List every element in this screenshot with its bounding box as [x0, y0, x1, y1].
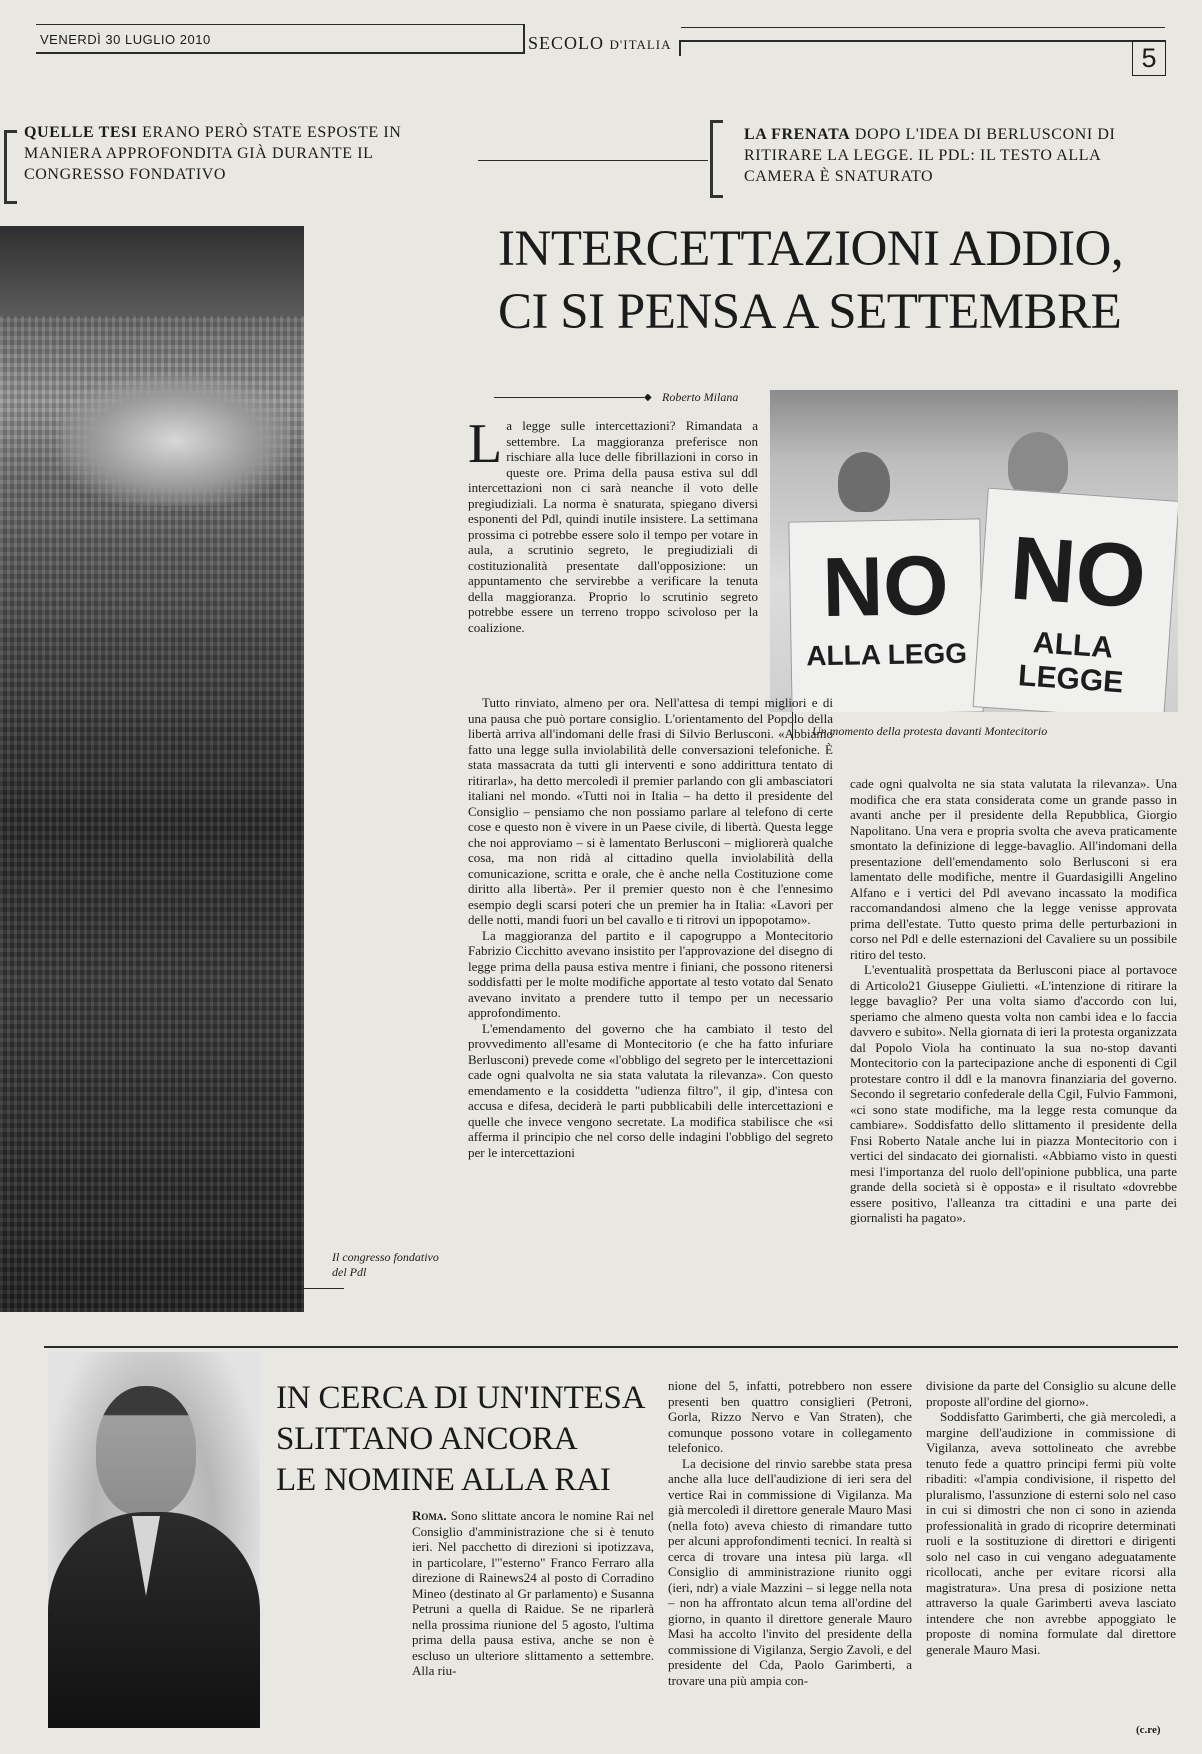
- rai-article-col2-para2: La decisione del rinvio sarebbe stata presa anche alla luce dell'audizione di ieri sera del vertice Rai in commissione di Vigilanza. Ma già mercoledì il direttore generale Mauro Masi (nella foto) aveva chiesto di rimandare tutto per alcuni approfondimenti tecnici. In realtà si cerca di trovare una intesa più larga. «Il Consiglio di amministrazione riunito oggi (ieri, ndr) a viale Mazzini – si legge nella nota – non ha affrontato alcun tema all'ordine del giorno, in quanto il direttore generale Mauro Masi ha accolto l'invito del presidente della commissione di Vigilanza, Sergio Zavoli, e del presidente del Cda, Paolo Garimberti, a trovare una più ampia con-: [668, 1455, 912, 1688]
- dropcap: L: [468, 413, 503, 475]
- main-headline-line1: INTERCETTAZIONI ADDIO,: [498, 221, 1124, 277]
- main-article-col2-para1: cade ogni qualvolta ne sia stata valutata la rilevanza». Una modifica che era stata considerata come un grande passo in avanti anche per il presidente della Repubblica, Giorgio Napolitano. Una vera e propria svolta che aveva praticamente smontato la definizione di legge-bavaglio. All'indomani della presentazione dell'emendamento solo Berlusconi si era lamentato delle modifiche, mentre il Guardasigilli Angelino Alfano e i vertici del Pdl avevano incassato la modifica raccomandandosi almeno che la legge venisse approvata prima dell'estate. Tutto questo prima delle perturbazioni in corso nel Pdl e delle esternazioni del Cavaliere su un possibile ritiro del testo.: [850, 776, 1177, 962]
- masthead-rule-bottom-left: [36, 52, 523, 54]
- teaser-right-text: DOPO L'IDEA DI BERLUSCONI DI RITIRARE LA LEGGE. IL PDL: IL TESTO ALLA CAMERA È SNATURATO: [744, 126, 1116, 185]
- rai-signature: (c.re): [1136, 1724, 1161, 1736]
- rai-headline-line2: SLITTANO ANCORA: [276, 1421, 578, 1457]
- newspaper-name-small: D'ITALIA: [609, 37, 672, 52]
- congress-caption-rule: [300, 1288, 344, 1289]
- main-article-para2: Tutto rinviato, almeno per ora. Nell'attesa di tempi migliori e di una pausa che può portare consiglio. L'orientamento del Popolo della libertà arriva all'indomani delle frasi di Silvio Berlusconi. «Abbiamo fatto una legge sulla inviolabilità delle conversazioni telefoniche. È stata massacrata da tutti gli interventi e sono addirittura tentato di ritirarla», ha detto mercoledì il premier parlando con gli ambasciatori italiani nel mondo. «Tutti noi in Italia – ha detto il presidente del Consiglio – pensiamo che non possiamo parlare al telefono di certe cose e questo non è vivere in un Paese civile, di libertà. Questa legge che noi approviamo – si è lamentato Berlusconi – migliorerà qualche cosa, ma non ridà al cittadino quella inviolabilità della comunicazione, scritta e orale, che è anche nella Costituzione come diritto alla libertà». Per il premier questo non è che l'ennesimo esempio degli scarsi poteri che un premier ha in Italia: «Lavori per delle notti, mandi fuori un bel cavallo e ti ritrovi un ippopotamo».: [468, 695, 833, 927]
- teaser-left-text: ERANO PERÒ STATE ESPOSTE IN MANIERA APPROFONDITA GIÀ DURANTE IL CONGRESSO FONDATIVO: [24, 124, 402, 183]
- newspaper-name: [528, 33, 672, 54]
- main-article-para1-text: a legge sulle intercettazioni? Rimandata a settembre. La maggioranza preferisce non rischiare alla luce delle fibrillazioni in corso in queste ore. Prima della pausa estiva sul ddl intercettazioni non ci sarà neanche il voto delle pregiudiziali. La norma è snaturata, spiegano diversi esponenti del Pdl, quindi inutile insistere. La settimana prossima ci potrebbe essere solo il tempo per votare in aula, a scrutinio segreto, le pregiudiziali di costituzionalità presentate dall'opposizione: un appuntamento che servirebbe a verificare la tenuta della maggioranza. Proprio lo scrutinio segreto potrebbe essere un terreno troppo scivoloso per la coalizione.: [468, 418, 758, 635]
- protest-sign-right: [973, 488, 1178, 712]
- byline-marker: ◆: [644, 392, 652, 403]
- congress-ceiling: [0, 226, 304, 316]
- main-article-col1-top: [468, 413, 758, 635]
- rai-article-col1-para: [412, 1508, 654, 1679]
- sign-left-bottom: ALLA LEGG: [806, 637, 968, 672]
- main-headline-line2: CI SI PENSA A SETTEMBRE: [498, 284, 1122, 340]
- masi-portrait: [48, 1352, 260, 1728]
- teaser-right-lead: LA FRENATA: [744, 126, 851, 143]
- teaser-left: [24, 122, 469, 185]
- teaser-separator: [478, 160, 708, 161]
- sign-right-bottom: ALLA LEGGE: [1017, 626, 1125, 700]
- masthead-rule-bottom-right: [681, 40, 1165, 42]
- masthead-divider: [523, 24, 525, 54]
- sign-left-top: NO: [821, 537, 950, 635]
- rai-article-col2: [668, 1378, 912, 1688]
- protest-photo-caption: Un momento della protesta davanti Montecitorio: [812, 724, 1048, 738]
- page-number: 5: [1132, 40, 1166, 76]
- main-article-para3: La maggioranza del partito e il capogruppo a Montecitorio Fabrizio Cicchitto avevano insistito per l'approvazione del disegno di legge prima della pausa estiva mentre i finiani, che possono ritenersi soddisfatti per le molte modifiche apportate al testo votato dal Senato avevano invitato a prendere tutto il tempo per un necessario approfondimento.: [468, 927, 833, 1020]
- congress-stage-light: [60, 376, 290, 506]
- rai-article-col3: [926, 1378, 1176, 1657]
- masthead-rule-top-right: [681, 27, 1165, 28]
- rai-article-col1-text: Sono slittate ancora le nomine Rai nel Consiglio d'amministrazione che si è tenuto ieri. Nel pacchetto di direzioni si ipotizzava, in particolare, l'"esterno" Franco Ferraro alla direzione di Rainews24 al posto di Corradino Mineo (destinato al Gr parlamento) e Susanna Petruni a quella di Raidue. Se ne riparlerà nella prossima riunione del 5 agosto, l'ultima prima della pausa estiva, anche se non è escluso un ulteriore slittamento a settembre. Alla riu-: [412, 1508, 655, 1678]
- protester-woman: [838, 452, 890, 512]
- teaser-right: [744, 124, 1164, 187]
- congress-photo: [0, 226, 304, 1312]
- rai-headline-line1: IN CERCA DI UN'INTESA: [276, 1380, 646, 1416]
- protester-man: [1008, 432, 1068, 498]
- rai-article-col1: [412, 1508, 654, 1679]
- byline: Roberto Milana: [662, 390, 739, 404]
- teaser-left-bracket: [4, 130, 17, 204]
- rai-article-col3-para1: divisione da parte del Consiglio su alcune delle proposte all'ordine del giorno».: [926, 1378, 1176, 1409]
- rai-article-col3-para2: Soddisfatto Garimberti, che già mercoledì, a margine dell'audizione in commissione di Vigilanza, aveva sottolineato che avrebbe tenuto fede a quattro principi fermi più volte ribaditi: «l'ampia condivisione, il rispetto del pluralismo, l'assunzione di esterni solo nel caso in cui si dimostri che non ci sono in azienda professionalità in grado di ricoprire determinati ruoli e la sostituzione di direttori e dirigenti solo nel caso in cui vengano adeguatamente ricollocati, anche per evitare ricorsi alla magistratura». Una presa di posizione netta attraverso la quale Garimberti aveva lasciato intendere che non avrebbe appoggiato le proposte di nomina formulate dal direttore generale Mauro Masi.: [926, 1409, 1176, 1657]
- main-article-para4: L'emendamento del governo che ha cambiato il testo del provvedimento all'esame di Montecitorio (e che ha fatto infuriare Berlusconi) prevede come «l'obbligo del segreto per le intercettazioni cade ogni qualvolta ne sia stata valutata la rilevanza». Con questo emendamento e la cosiddetta "udienza filtro", il gip, d'intesa con accusa e difesa, deciderà le parti pubblicabili delle intercettazioni e quelle che invece vengono secretate. La modifica stabilisce che «si afferma il principio che nel corso delle indagini l'obbligo del segreto per le intercettazioni: [468, 1020, 833, 1160]
- main-article-para1: [468, 413, 758, 635]
- rai-headline-line3: LE NOMINE ALLA RAI: [276, 1462, 611, 1498]
- rai-lead-word: Roma.: [412, 1508, 447, 1523]
- teaser-left-lead: QUELLE TESI: [24, 124, 138, 141]
- portrait-head: [96, 1386, 196, 1516]
- section-divider: [44, 1346, 1178, 1348]
- newspaper-name-main: SECOLO: [528, 33, 605, 53]
- issue-date: VENERDÌ 30 LUGLIO 2010: [40, 32, 211, 47]
- protest-photo: [770, 390, 1178, 712]
- main-article-col1-continued: [468, 695, 833, 1160]
- main-article-col2-para2: L'eventualità prospettata da Berlusconi piace al portavoce di Articolo21 Giuseppe Giulietti. «L'intenzione di ritirare la legge bavaglio? Per una volta siamo d'accordo con lui, speriamo che almeno questa volta non cambi idea e lo faccia davvero e subito». Nella giornata di ieri la protesta organizzata dal Popolo Viola ha continuato la sua no-stop davanti Montecitorio con la partecipazione anche di esponenti di Cgil protestare contro il ddl e la manovra finanziaria del governo. Secondo il segretario confederale della Cgil, Fulvio Fammoni, «ci sono state modifiche, ma la legge resta comunque da cambiare». Soddisfatto dello slittamento il presidente della Fnsi Roberto Natale anche lui in piazza Montecitorio con i vertici del sindacato dei giornalisti. «Abbiamo visto in questi mesi l'importanza del ruolo dell'opinione pubblica, una parte grande della società si è opposta» e il risultato «dovrebbe essere positivo, l'alleanza tra cittadini e una parte dei giornalisti ha pagato».: [850, 962, 1177, 1225]
- sign-right-top: NO: [1007, 518, 1149, 628]
- rai-article-col2-para1: nione del 5, infatti, potrebbero non essere presenti ben quattro consiglieri (Petroni, Gorla, Rizzo Nervo e Van Straten), che comunque possono votare in collegamento telefonico.: [668, 1378, 912, 1455]
- main-headline: [498, 218, 1178, 344]
- congress-photo-caption: Il congresso fondativo del Pdl: [332, 1250, 439, 1279]
- protest-sign-left: [788, 518, 983, 712]
- rai-headline: [276, 1378, 676, 1501]
- masthead-rule-top: [36, 24, 523, 25]
- teaser-right-bracket: [710, 120, 723, 198]
- main-article-col2: [850, 776, 1177, 1226]
- byline-rule: [494, 397, 644, 398]
- masthead-divider-2: [679, 40, 681, 56]
